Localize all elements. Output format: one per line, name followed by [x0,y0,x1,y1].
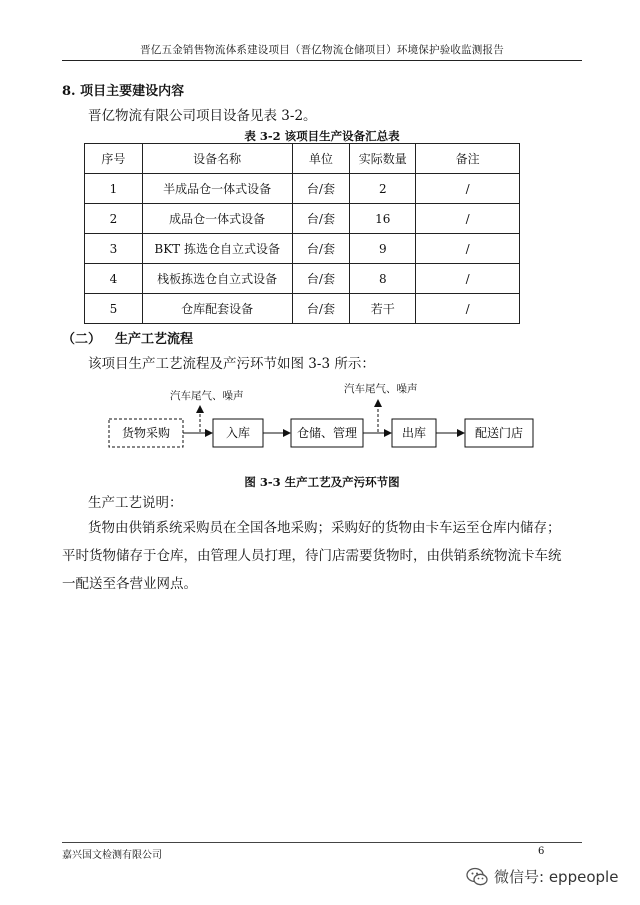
cell-quantity: 16 [350,204,416,234]
cell-index: 3 [85,234,143,264]
cell-equipment: 半成品仓一体式设备 [142,174,292,204]
cell-unit: 台/套 [292,264,350,294]
cell-index: 1 [85,174,143,204]
cell-quantity: 2 [350,174,416,204]
cell-unit: 台/套 [292,174,350,204]
col-header-remark: 备注 [416,144,520,174]
emission-label-2: 汽车尾气、噪声 [344,383,418,395]
cell-quantity: 若干 [350,294,416,324]
wechat-watermark [466,866,618,887]
flow-step-outbound [392,419,436,447]
cell-remark: / [416,234,520,264]
flow-step-storage-label: 仓储、管理 [296,426,358,440]
cell-quantity: 9 [350,234,416,264]
cell-equipment: 栈板拣选仓自立式设备 [142,264,292,294]
explanation-line-3: 一配送至各营业网点。 [62,576,197,592]
explanation-line-2: 平时货物储存于仓库，由管理人员打理，待门店需要货物时，由供销系统物流卡车统 [62,548,562,564]
cell-unit: 台/套 [292,234,350,264]
flow-step-purchase [109,419,183,447]
section-2-number: （二） [62,332,102,347]
flow-step-delivery [465,419,533,447]
col-header-unit: 单位 [292,144,350,174]
explanation-paragraph [62,514,592,598]
flow-step-storage [291,419,363,447]
cell-unit: 台/套 [292,204,350,234]
process-intro: 该项目生产工艺流程及产污环节如图 3-3 所示： [88,356,375,372]
page-number: 6 [538,846,545,857]
flow-step-inbound-label: 入库 [225,426,251,440]
table-caption: 表 3-2 该项目生产设备汇总表 [244,129,400,143]
col-header-index: 序号 [85,144,143,174]
flow-step-delivery-label: 配送门店 [474,426,524,440]
cell-remark: / [416,204,520,234]
footer-company: 嘉兴国文检测有限公司 [62,850,162,861]
flow-step-inbound [213,419,263,447]
cell-index: 2 [85,204,143,234]
report-header: 晋亿五金销售物流体系建设项目（晋亿物流仓储项目）环境保护验收监测报告 [140,44,504,56]
section-8-intro: 晋亿物流有限公司项目设备见表 3-2。 [88,108,317,124]
cell-index: 4 [85,264,143,294]
flow-step-purchase-label: 货物采购 [121,426,171,440]
col-header-equipment: 设备名称 [142,144,292,174]
cell-unit: 台/套 [292,294,350,324]
footer-divider [62,842,582,843]
figure-caption: 图 3-3 生产工艺及产污环节图 [244,475,400,489]
cell-equipment: BKT 拣选仓自立式设备 [142,234,292,264]
section-2-title: 生产工艺流程 [115,332,194,347]
flow-step-outbound-label: 出库 [401,426,427,440]
cell-remark: / [416,294,520,324]
cell-remark: / [416,174,520,204]
section-8-heading: 8. 项目主要建设内容 [62,84,185,99]
cell-index: 5 [85,294,143,324]
watermark-text: 微信号: eppeople [494,868,619,886]
wechat-icon [466,867,488,887]
cell-equipment: 仓库配套设备 [142,294,292,324]
explanation-title: 生产工艺说明： [88,495,183,511]
explanation-line-1: 货物由供销系统采购员在全国各地采购；采购好的货物由卡车运至仓库内储存； [88,520,561,536]
emission-label-1: 汽车尾气、噪声 [170,390,244,402]
cell-quantity: 8 [350,264,416,294]
cell-remark: / [416,264,520,294]
col-header-quantity: 实际数量 [350,144,416,174]
cell-equipment: 成品仓一体式设备 [142,204,292,234]
